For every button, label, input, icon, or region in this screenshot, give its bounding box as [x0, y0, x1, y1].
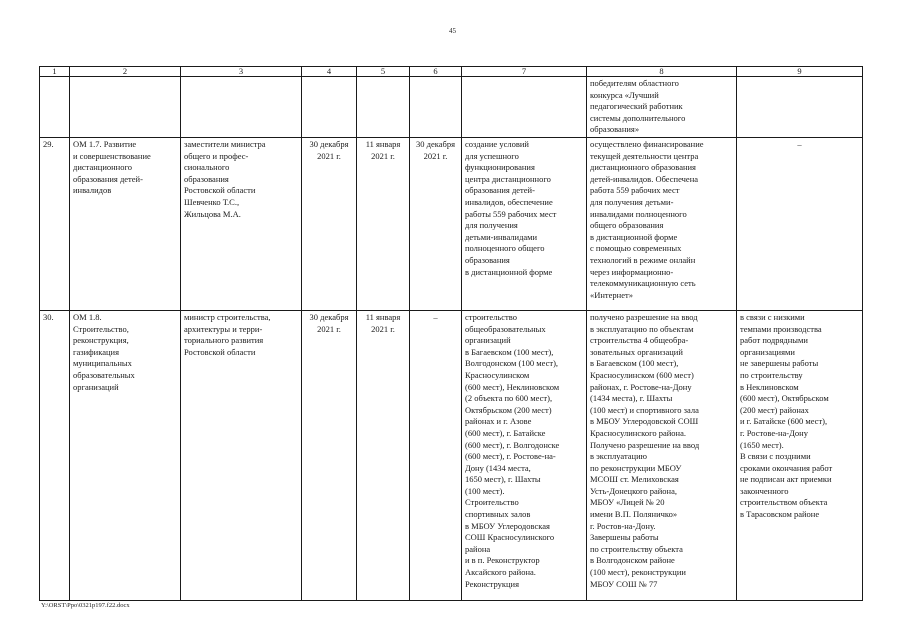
- actual-result-cell: осуществлено финансирование текущей деятельности центра дистанционного образования детей-инвалидов. Обеспечена работа 559 рабочих мест для получения детьми- инвалидами полноценного общего образования в дистанционной форме с помощью современных технологий в режиме онлайн через информационно- телекоммуникационную сеть «Интернет»: [587, 137, 737, 310]
- expected-result-cell: создание условий для успешного функционирования центра дистанционного образования детей- инвалидов, обеспечение работы 559 рабочих мест для получения детьми-инвалидами полноценного общего образования в дистанционной форме: [462, 137, 587, 310]
- end-date-cell: [410, 77, 462, 138]
- column-number: 7: [462, 67, 587, 77]
- planned-date-cell: 30 декабря 2021 г.: [302, 137, 357, 310]
- column-number: 8: [587, 67, 737, 77]
- planned-date-cell: 30 декабря 2021 г.: [302, 310, 357, 600]
- expected-result-cell: [462, 77, 587, 138]
- footer-file-path: Y:\ORST\Ppo\0321p197.f22.docx: [41, 602, 130, 609]
- page-number: 45: [449, 27, 456, 35]
- start-date-cell: [357, 77, 410, 138]
- start-date-cell: 11 января 2021 г.: [357, 310, 410, 600]
- table-row: [40, 137, 863, 310]
- column-number: 9: [737, 67, 863, 77]
- column-number: 1: [40, 67, 70, 77]
- responsible-cell: министр строительства, архитектуры и терри- ториального развития Ростовской области: [181, 310, 302, 600]
- problems-cell: [737, 77, 863, 138]
- planned-date-cell: [302, 77, 357, 138]
- column-number: 6: [410, 67, 462, 77]
- problems-cell: –: [737, 137, 863, 310]
- table-row: [40, 77, 863, 138]
- actual-result-cell: получено разрешение на ввод в эксплуатацию по объектам строительства 4 общеобра- зовательных организаций в Багаевском (100 мест), Красносулинском (600 мест) районах, г. Ростове-на-Дону (1434 места), г. Шахты (100 мест) и спортивного зала в МБОУ Углеродовской СОШ Красносулинского района. Получено разрешение на ввод в эксплуатацию по реконструкции МБОУ МСОШ ст. Мелиховская Усть-Донецкого района, МБОУ «Лицей № 20 имени В.П. Поляничко» г. Ростов-на-Дону. Завершены работы по строительству объекта в Волгодонском районе (100 мест), реконструкции МБОУ СОШ № 77: [587, 310, 737, 600]
- column-number-row: [40, 67, 863, 77]
- end-date-cell: –: [410, 310, 462, 600]
- problems-cell: в связи с низкими темпами производства работ подрядными организациями не завершены работы по строительству в Неклиновском (600 мест), Октябрьском (200 мест) районах и г. Батайске (600 мест), г. Ростове-на-Дону (1650 мест). В связи с поздними сроками окончания работ не подписан акт приемки законченного строительством объекта в Тарасовском районе: [737, 310, 863, 600]
- actual-result-cell: победителям областного конкурса «Лучший педагогический работник системы дополнительного образования»: [587, 77, 737, 138]
- row-number-cell: [40, 77, 70, 138]
- column-number: 5: [357, 67, 410, 77]
- column-number: 3: [181, 67, 302, 77]
- measure-name-cell: ОМ 1.7. Развитие и совершенствование дистанционного образования детей- инвалидов: [70, 137, 181, 310]
- expected-result-cell: строительство общеобразовательных организаций в Багаевском (100 мест), Волгодонском (100 мест), Красносулинском (600 мест), Неклиновском (2 объекта по 600 мест), Октябрьском (200 мест) районах и г. Азове (600 мест), г. Батайске (600 мест), г. Волгодонске (600 мест), г. Ростове-на- Дону (1434 места, 1650 мест), г. Шахты (100 мест). Строительство спортивных залов в МБОУ Углеродовская СОШ Красносулинского района и в п. Реконструктор Аксайского района. Реконструкция: [462, 310, 587, 600]
- start-date-cell: 11 января 2021 г.: [357, 137, 410, 310]
- table-row: [40, 310, 863, 600]
- responsible-cell: [181, 77, 302, 138]
- report-table: [39, 66, 863, 601]
- responsible-cell: заместители министра общего и профес- сионального образования Ростовской области Шевченко Т.С., Жильцова М.А.: [181, 137, 302, 310]
- row-number-cell: 29.: [40, 137, 70, 310]
- measure-name-cell: [70, 77, 181, 138]
- row-number-cell: 30.: [40, 310, 70, 600]
- column-number: 2: [70, 67, 181, 77]
- column-number: 4: [302, 67, 357, 77]
- end-date-cell: 30 декабря 2021 г.: [410, 137, 462, 310]
- measure-name-cell: ОМ 1.8. Строительство, реконструкция, газификация муниципальных образовательных организаций: [70, 310, 181, 600]
